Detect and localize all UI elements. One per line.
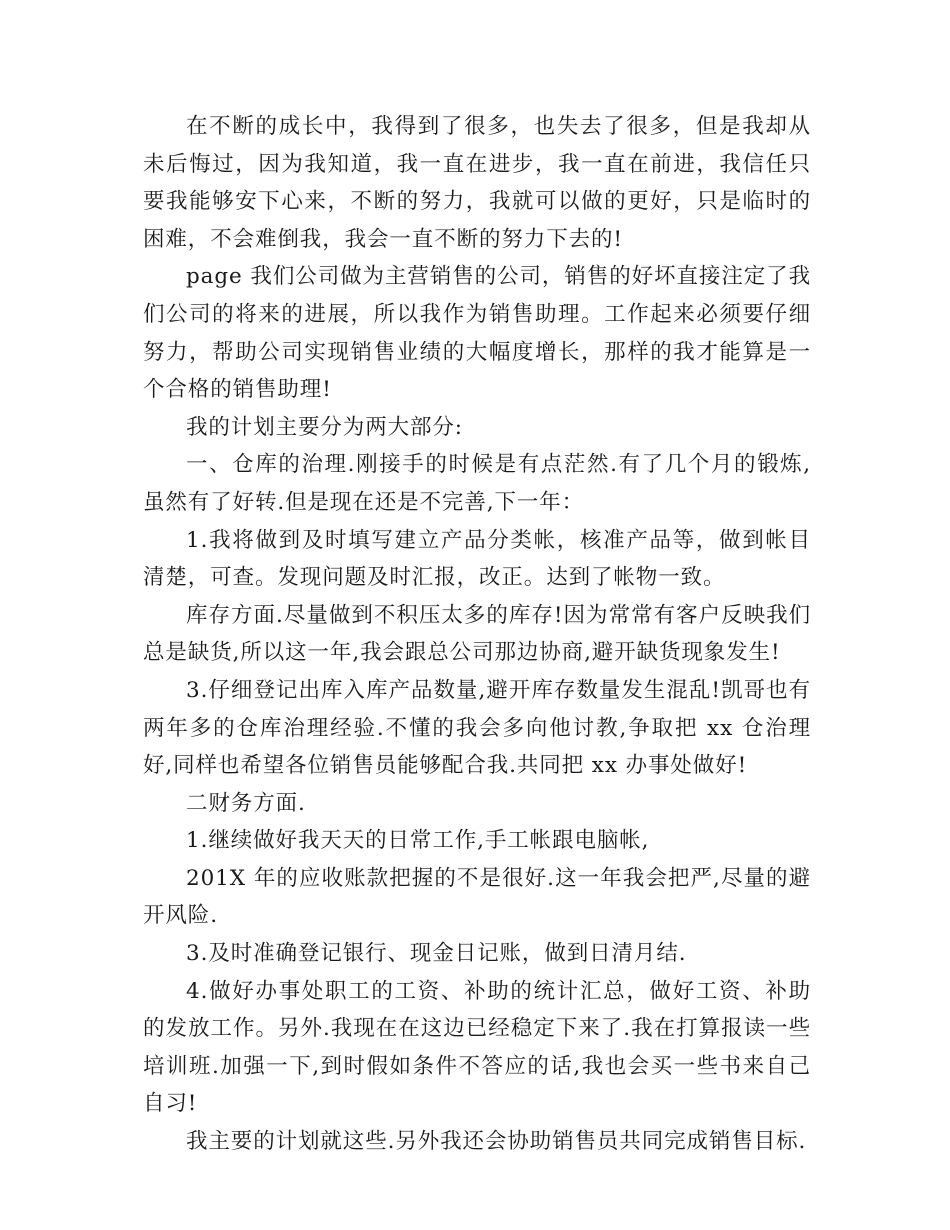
paragraph-7: 3.仔细登记出库入库产品数量,避开库存数量发生混乱!凯哥也有两年多的仓库治理经验.不懂的我会多向他讨教,争取把 xx 仓治理好,同样也希望各位销售员能够配合我.共同把 xx 办事处做好! (143, 677, 811, 779)
paragraph-4: 一、仓库的治理.刚接手的时候是有点茫然.有了几个月的锻炼,虽然有了好转.但是现在还是不完善,下一年： (143, 452, 811, 515)
paragraph-12: 4.做好办事处职工的工资、补助的统计汇总，做好工资、补助的发放工作。另外.我现在在这边已经稳定下来了.我在打算报读一些培训班.加强一下,到时假如条件不答应的话,我也会买一些书来自己自习! (143, 978, 811, 1117)
paragraph-10: 201X 年的应收账款把握的不是很好.这一年我会把严,尽量的避开风险. (143, 865, 811, 929)
document-body (143, 108, 811, 1161)
paragraph-11: 3.及时准确登记银行、现金日记账，做到日清月结. (186, 941, 687, 967)
paragraph-5: 1.我将做到及时填写建立产品分类帐，核准产品等，做到帐目清楚，可查。发现问题及时汇报，改正。达到了帐物一致。 (143, 527, 811, 591)
paragraph-9: 1.继续做好我天天的日常工作,手工帐跟电脑帐, (186, 828, 650, 854)
paragraph-6: 库存方面.尽量做到不积压太多的库存!因为常常有客户反映我们总是缺货,所以这一年,我会跟总公司那边协商,避开缺货现象发生! (143, 602, 811, 666)
paragraph-1: 在不断的成长中，我得到了很多，也失去了很多，但是我却从未后悔过，因为我知道，我一直在进步，我一直在前进，我信任只要我能够安下心来，不断的努力，我就可以做的更好，只是临时的困难，不会难倒我，我会一直不断的努力下去的! (143, 114, 811, 252)
paragraph-2: page 我们公司做为主营销售的公司，销售的好坏直接注定了我们公司的将来的进展，所以我作为销售助理。工作起来必须要仔细努力，帮助公司实现销售业绩的大幅度增长，那样的我才能算是一个合格的销售助理! (143, 264, 811, 403)
paragraph-3: 我的计划主要分为两大部分: (186, 414, 463, 440)
paragraph-13: 我主要的计划就这些.另外我还会协助销售员共同完成销售目标. (186, 1129, 807, 1155)
paragraph-8: 二财务方面. (186, 790, 306, 816)
